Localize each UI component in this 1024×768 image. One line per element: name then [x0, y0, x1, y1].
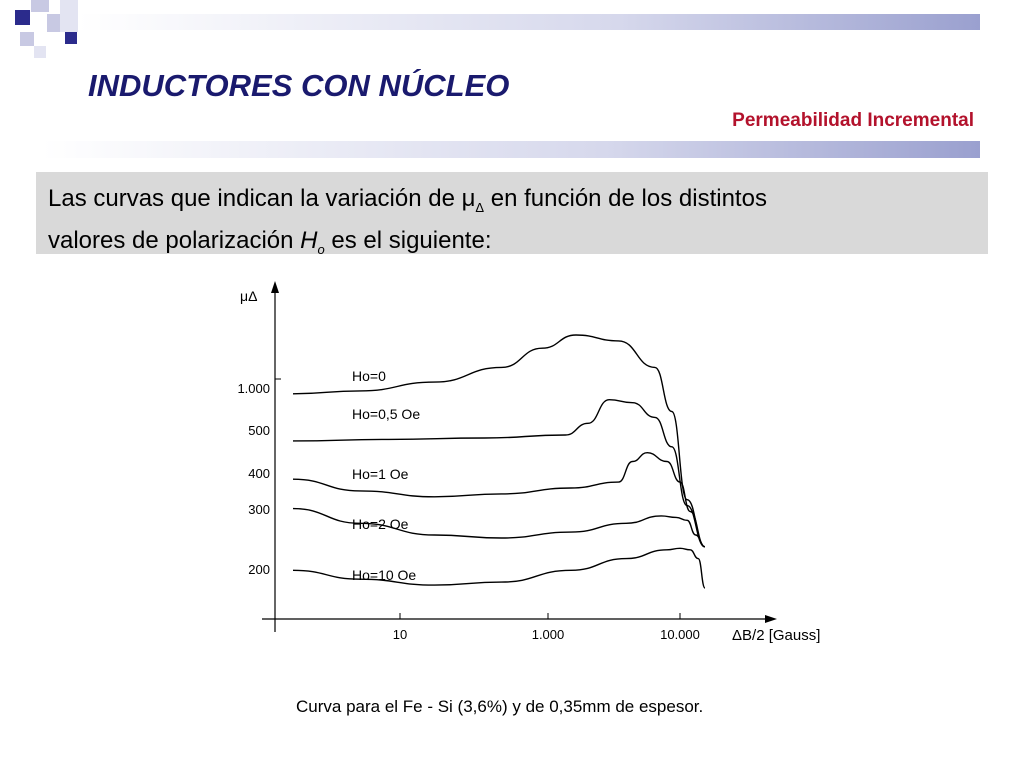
x-axis-arrow: [765, 615, 777, 623]
series-label-1: Ho=0: [352, 368, 386, 384]
x-axis-label: ΔB/2 [Gauss]: [732, 627, 821, 644]
x-tick-10: 10: [392, 627, 408, 642]
y-tick-400: 400: [248, 466, 270, 481]
y-tick-1000: 1.000: [237, 381, 270, 396]
y-tick-300: 300: [248, 502, 270, 517]
y-axis-arrow: [271, 281, 279, 293]
chart-caption: Curva para el Fe - Si (3,6%) y de 0,35mm de espesor.: [296, 697, 704, 716]
series-label-3: Ho=1 Oe: [352, 466, 409, 482]
y-tick-200: 200: [248, 562, 270, 577]
description-line-2: valores de polarización $H_o$ es el siguiente:: [48, 226, 492, 257]
series-label-5: Ho=10 Oe: [352, 567, 417, 583]
chart-series: [293, 335, 705, 588]
x-tick-1000: 1.000: [531, 627, 565, 642]
series-label-2: Ho=0,5 Oe: [352, 406, 421, 422]
chart-axes: [237, 281, 820, 644]
x-tick-10000: 10.000: [660, 627, 700, 642]
y-axis-label: μΔ: [240, 288, 258, 304]
slide-subtitle: Permeabilidad Incremental: [732, 110, 974, 131]
y-tick-500: 500: [248, 423, 270, 438]
series-label-4: Ho=2 Oe: [352, 516, 409, 532]
description-line-1: Las curvas que indican la variación de $\mu_\Delta$ en función de los distintos: [48, 185, 767, 215]
slide-title: INDUCTORES CON NÚCLEO: [88, 68, 510, 103]
